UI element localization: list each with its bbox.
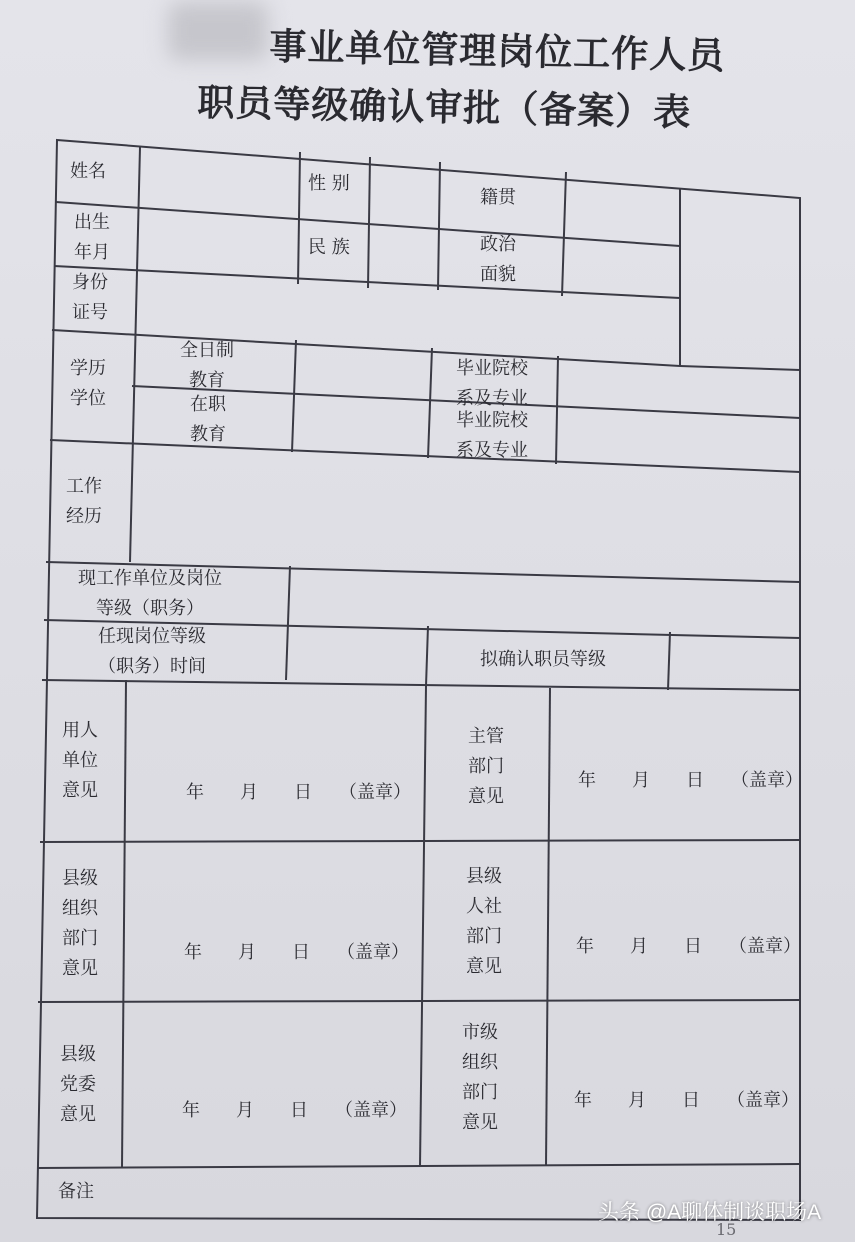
- label-id-number: 身份 证号: [72, 272, 108, 323]
- label-birth: 出生 年月: [74, 212, 110, 263]
- page-number: 15: [716, 1220, 737, 1239]
- label-proposed-level: 拟确认职员等级: [480, 649, 606, 670]
- form-title-line1: 事业单位管理岗位工作人员: [268, 23, 726, 78]
- label-work-history: 工作 经历: [66, 476, 102, 527]
- label-gender: 性 别: [308, 173, 350, 194]
- date-stamp-county-org: 年 月 日 （盖章）: [184, 942, 409, 963]
- date-stamp-employer: 年 月 日 （盖章）: [186, 782, 411, 803]
- label-school-major-1: 毕业院校 系及专业: [456, 358, 528, 409]
- label-county-org-opinion: 县级 组织 部门 意见: [62, 868, 98, 979]
- date-stamp-county-hr: 年 月 日 （盖章）: [576, 936, 801, 957]
- date-stamp-city-org: 年 月 日 （盖章）: [574, 1090, 799, 1111]
- label-political-status: 政治 面貌: [480, 234, 516, 285]
- label-inservice-education: 在职 教育: [190, 394, 226, 445]
- date-stamp-supervisor: 年 月 日 （盖章）: [578, 770, 803, 791]
- label-name: 姓名: [70, 161, 106, 182]
- label-employer-opinion: 用人 单位 意见: [62, 720, 98, 801]
- date-stamp-county-party: 年 月 日 （盖章）: [182, 1100, 407, 1121]
- label-remarks: 备注: [58, 1181, 94, 1202]
- label-city-org-opinion: 市级 组织 部门 意见: [462, 1022, 498, 1133]
- label-ethnicity: 民 族: [308, 237, 350, 258]
- label-county-hr-opinion: 县级 人社 部门 意见: [466, 866, 502, 977]
- label-tenure: 任现岗位等级 （职务）时间: [98, 626, 206, 677]
- label-supervisor-opinion: 主管 部门 意见: [468, 726, 504, 807]
- label-education: 学历 学位: [70, 358, 106, 409]
- label-county-party-opinion: 县级 党委 意见: [60, 1044, 96, 1125]
- label-school-major-2: 毕业院校 系及专业: [456, 410, 528, 461]
- label-fulltime-education: 全日制 教育: [180, 340, 234, 391]
- label-native-place: 籍贯: [480, 187, 516, 208]
- label-current-unit: 现工作单位及岗位 等级（职务）: [78, 568, 222, 619]
- form-title-line2: 职员等级确认审批（备案）表: [196, 79, 692, 135]
- watermark: 头条 @A聊体制谈职场A: [598, 1201, 822, 1224]
